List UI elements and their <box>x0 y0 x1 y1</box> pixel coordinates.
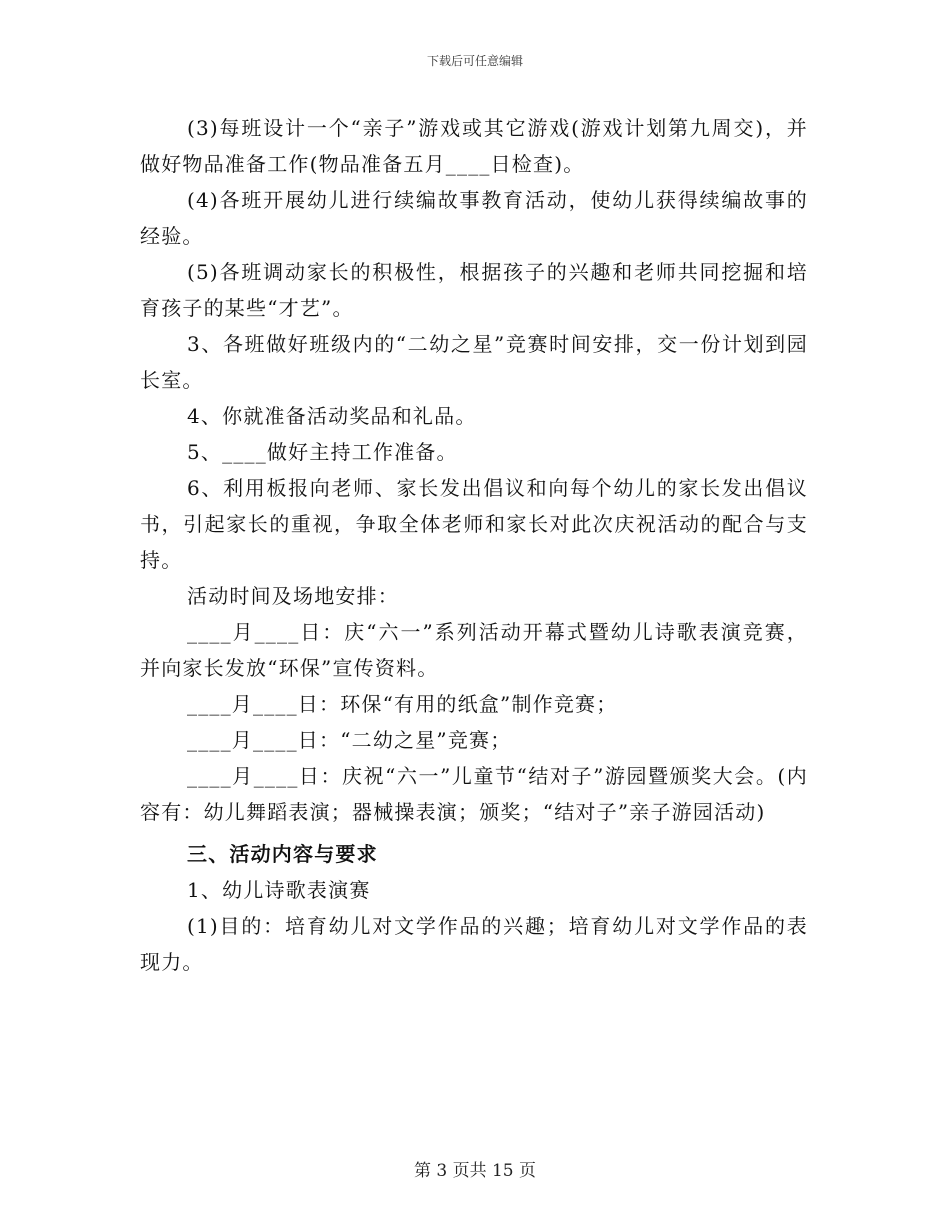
paragraph-item-4-story: (4)各班开展幼儿进行续编故事教育活动，使幼儿获得续编故事的经验。 <box>140 188 808 248</box>
paragraph-host: 5、____做好主持工作准备。 <box>187 440 458 464</box>
paragraph-schedule-box: ____月____日：环保“有用的纸盒”制作竞赛； <box>187 692 618 716</box>
page-footer: 第 3 页共 15 页 <box>413 1161 537 1181</box>
subsection-heading: 1、幼儿诗歌表演赛 <box>187 878 371 902</box>
paragraph-item-5-talent: (5)各班调动家长的积极性，根据孩子的兴趣和老师共同挖掘和培育孩子的某些“才艺”。 <box>140 260 808 320</box>
page-header: 下载后可任意编辑 <box>426 54 523 68</box>
section-heading: 三、活动内容与要求 <box>187 842 378 866</box>
document-body <box>140 110 808 980</box>
paragraph-schedule-opening: ____月____日：庆“六一”系列活动开幕式暨幼儿诗歌表演竞赛，并向家长发放“环保”宣传资料。 <box>140 620 808 680</box>
paragraph-item-3-game: (3)每班设计一个“亲子”游戏或其它游戏(游戏计划第九周交)，并做好物品准备工作(物品准备五月____日检查)。 <box>140 116 808 176</box>
paragraph-purpose: (1)目的：培育幼儿对文学作品的兴趣；培育幼儿对文学作品的表现力。 <box>140 914 808 974</box>
paragraph-prizes: 4、你就准备活动奖品和礼品。 <box>187 404 477 428</box>
paragraph-schedule-celebration: ____月____日：庆祝“六一”儿童节“结对子”游园暨颁奖大会。(内容有：幼儿舞蹈表演；器械操表演；颁奖；“结对子”亲子游园活动) <box>140 764 808 824</box>
paragraph-class-schedule: 3、各班做好班级内的“二幼之星”竞赛时间安排，交一份计划到园长室。 <box>140 332 808 392</box>
paragraph-blackboard: 6、利用板报向老师、家长发出倡议和向每个幼儿的家长发出倡议书，引起家长的重视，争取全体老师和家长对此次庆祝活动的配合与支持。 <box>140 476 808 572</box>
paragraph-schedule-title: 活动时间及场地安排： <box>187 584 399 608</box>
paragraph-schedule-star: ____月____日：“二幼之星”竞赛； <box>187 728 512 752</box>
